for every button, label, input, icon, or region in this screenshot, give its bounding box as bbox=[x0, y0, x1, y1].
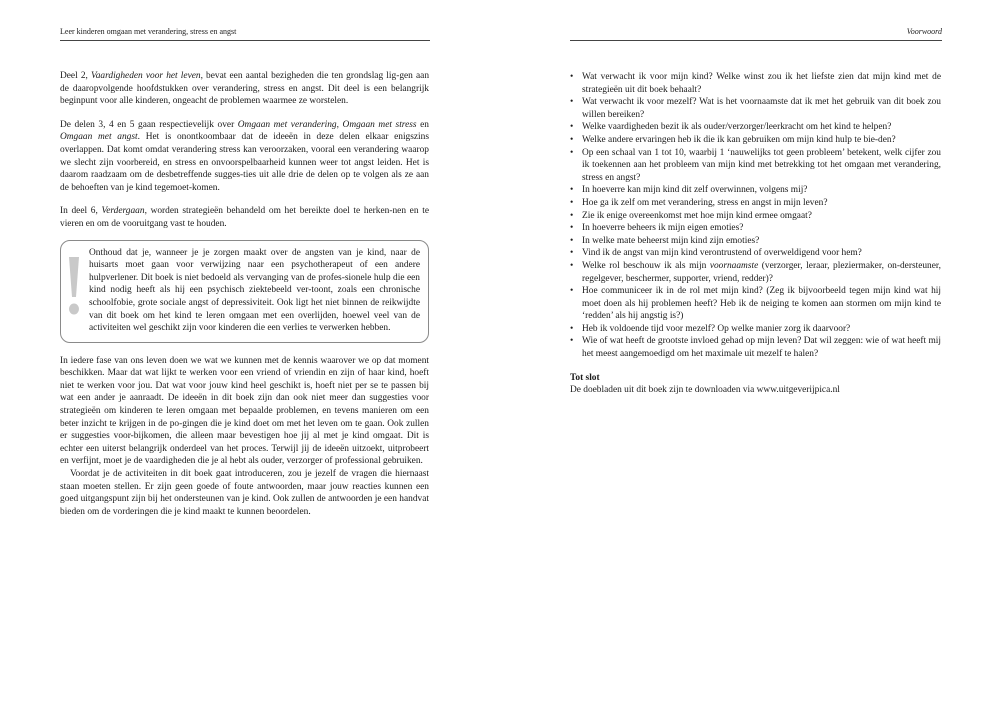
paragraph-iedere-fase: In iedere fase van ons leven doen we wat we kunnen met de kennis waarover we op dat moment beschikken. Maar dat wat lijkt te werken voor een vriend of vriendin en zijn of haar kind, hoeft niet te werken voor jou. Dat wat voor jouw kind heel geschikt is, hoeft niet per se te passen bij wat een ander je aanraadt. De ideeën in dit boek zijn dan ook niet meer dan suggesties voor strategieën om kinderen te leren omgaan met bepaalde problemen, en tevens manieren om een beter inzicht te krijgen in de po-gingen die je kind doet om met het leven om te gaan. Ook zullen er suggesties voor-bijkomen, die alleen maar bevestigen hoe jij al met je kind omgaat. Dit is echter een uiterst belangrijk onderdeel van het proces. Terwijl jij de ideeën uitzoekt, uitprobeert en verfijnt, moet je de vaardigheden die je al hebt als ouder, verzorger of professional gebruiken. bbox=[60, 355, 429, 467]
bullet-icon: • bbox=[570, 210, 574, 221]
running-header-section: Voorwoord bbox=[906, 27, 942, 36]
section-heading-tot-slot: Tot slot bbox=[570, 372, 600, 383]
question-item: • Wie of wat heeft de grootste invloed gehad op mijn leven? Dat wil zeggen: wie of wat heeft mij het meest aangemoedigd om het maximale uit mezelf te halen? bbox=[570, 336, 941, 360]
running-header-title: Leer kinderen omgaan met verandering, stress en angst bbox=[60, 27, 237, 36]
question-item: • Welke vaardigheden bezit ik als ouder/verzorger/leerkracht om het kind te helpen? bbox=[570, 122, 892, 133]
question-item: • Wat verwacht ik voor mijn kind? Welke winst zou ik het liefste zien dat mijn kind met de strategieën uit dit boek behaalt? bbox=[570, 72, 941, 95]
header-rule-right bbox=[570, 40, 942, 41]
questions-list bbox=[570, 71, 941, 361]
question-item: • In welke mate beheerst mijn kind zijn emoties? bbox=[570, 235, 760, 246]
header-rule-left bbox=[60, 40, 430, 41]
question-item: • Wat verwacht ik voor mezelf? Wat is het voornaamste dat ik met het gebruik van dit boek zou willen bereiken? bbox=[570, 97, 941, 120]
paragraph-delen-3-4-5: De delen 3, 4 en 5 gaan respectievelijk over Omgaan met verandering, Omgaan met stress en Omgaan met angst. Het is onontkoombaar dat de ideeën in deze delen elkaar enigszins overlappen. Dat komt omdat verandering stress kan veroorzaken, vooral een verandering waarop we slecht zijn voorbereid, en stress en onvoorspelbaarheid kunnen weer tot angst leiden. Het is daarom raadzaam om de desbetreffende sugges-ties uit alle drie de delen op te volgen als ze aan de behoeften van je kind tegemoet-komen. bbox=[60, 119, 429, 193]
question-item: • Welke rol beschouw ik als mijn voornaamste (verzorger, leraar, pleziermaker, on-dersteuner, regelgever, beschermer, supporter, vriend, redder)? bbox=[570, 260, 941, 284]
question-item: • Zie ik enige overeenkomst met hoe mijn kind ermee omgaat? bbox=[570, 210, 812, 221]
download-note: De doebladen uit dit boek zijn te downloaden via www.uitgeverijpica.nl bbox=[570, 385, 840, 396]
bullet-icon: • bbox=[570, 248, 574, 259]
paragraph-voordat: Voordat je de activiteiten in dit boek gaat introduceren, zou je jezelf de vragen die hiernaast staan moeten stellen. Er zijn geen goede of foute antwoorden, maar jouw reacties kunnen een goed uitgangspunt zijn bij het ondersteunen van je kind. Ook zullen de antwoorden je een handvat bieden om de vorderingen die je kind maakt te kunnen beoordelen. bbox=[60, 469, 429, 517]
bullet-icon: • bbox=[570, 72, 574, 82]
exclamation-icon bbox=[66, 255, 82, 319]
paragraph-deel-2: Deel 2, Vaardigheden voor het leven, bevat een aantal bezigheden die ten grondslag lig-gen aan de daaropvolgende hoofdstukken over verandering, stress en angst. Dit deel is een belangrijk beginpunt voor alle kinderen, ongeacht de problemen waarmee ze worstelen. bbox=[60, 71, 430, 107]
bullet-icon: • bbox=[570, 323, 574, 334]
question-item: • Hoe communiceer ik in de rol met mijn kind? (Zeg ik bijvoorbeeld tegen mijn kind wat hij moet doen als hij problemen heeft? Heb ik de neiging te komen aan stormen om mijn kind te ‘redden’ als hij angstig is?) bbox=[570, 286, 941, 322]
right-page-column bbox=[570, 71, 941, 397]
bullet-icon: • bbox=[570, 122, 574, 133]
bullet-icon: • bbox=[570, 223, 574, 234]
bullet-icon: • bbox=[570, 336, 574, 347]
question-item: • Op een schaal van 1 tot 10, waarbij 1 ‘nauwelijks tot geen probleem’ betekent, welk cijfer zou ik toekennen aan het probleem van mijn kind met betrekking tot het omgaan met verandering, stress en angst? bbox=[570, 147, 941, 183]
bullet-icon: • bbox=[570, 97, 574, 108]
bullet-icon: • bbox=[570, 286, 574, 297]
question-item: • Welke andere ervaringen heb ik die ik kan gebruiken om mijn kind hulp te bie-den? bbox=[570, 134, 896, 145]
bullet-icon: • bbox=[570, 147, 574, 158]
paragraph-deel-6: In deel 6, Verdergaan, worden strategieën behandeld om het bereikte doel te herken-nen en te vieren en om de vooruitgang vast te houden. bbox=[60, 206, 429, 229]
warning-callout-text: Onthoud dat je, wanneer je je zorgen maakt over de angsten van je kind, naar de huisarts moet gaan voor verwijzing naar een psychotherapeut of een andere hulpverlener. Dit boek is niet bedoeld als vervanging van de profes-sionele hulp die een kind nodig heeft als hij een psychisch ziektebeeld ver-toont, zoals een chronische schoolfobie, grote sociale angst of depressiviteit. Ook ligt het niet binnen de reikwijdte van dit boek om het kind te leren omgaan met een overlijden, hoewel veel van de activiteiten wel geschikt zijn voor kinderen die een verlies te verwerken hebben. bbox=[89, 247, 420, 334]
question-item: • Hoe ga ik zelf om met verandering, stress en angst in mijn leven? bbox=[570, 197, 828, 208]
bullet-icon: • bbox=[570, 134, 574, 145]
bullet-icon: • bbox=[570, 197, 574, 208]
bullet-icon: • bbox=[570, 235, 574, 246]
bullet-icon: • bbox=[570, 260, 574, 271]
question-item: • Vind ik de angst van mijn kind verontrustend of overweldigend voor hem? bbox=[570, 248, 862, 259]
question-item: • In hoeverre kan mijn kind dit zelf overwinnen, volgens mij? bbox=[570, 185, 808, 196]
question-item: • Heb ik voldoende tijd voor mezelf? Op welke manier zorg ik daarvoor? bbox=[570, 323, 851, 334]
left-page-column bbox=[60, 70, 429, 518]
warning-callout bbox=[60, 240, 429, 343]
question-item: • In hoeverre beheers ik mijn eigen emoties? bbox=[570, 223, 744, 234]
bullet-icon: • bbox=[570, 185, 574, 196]
